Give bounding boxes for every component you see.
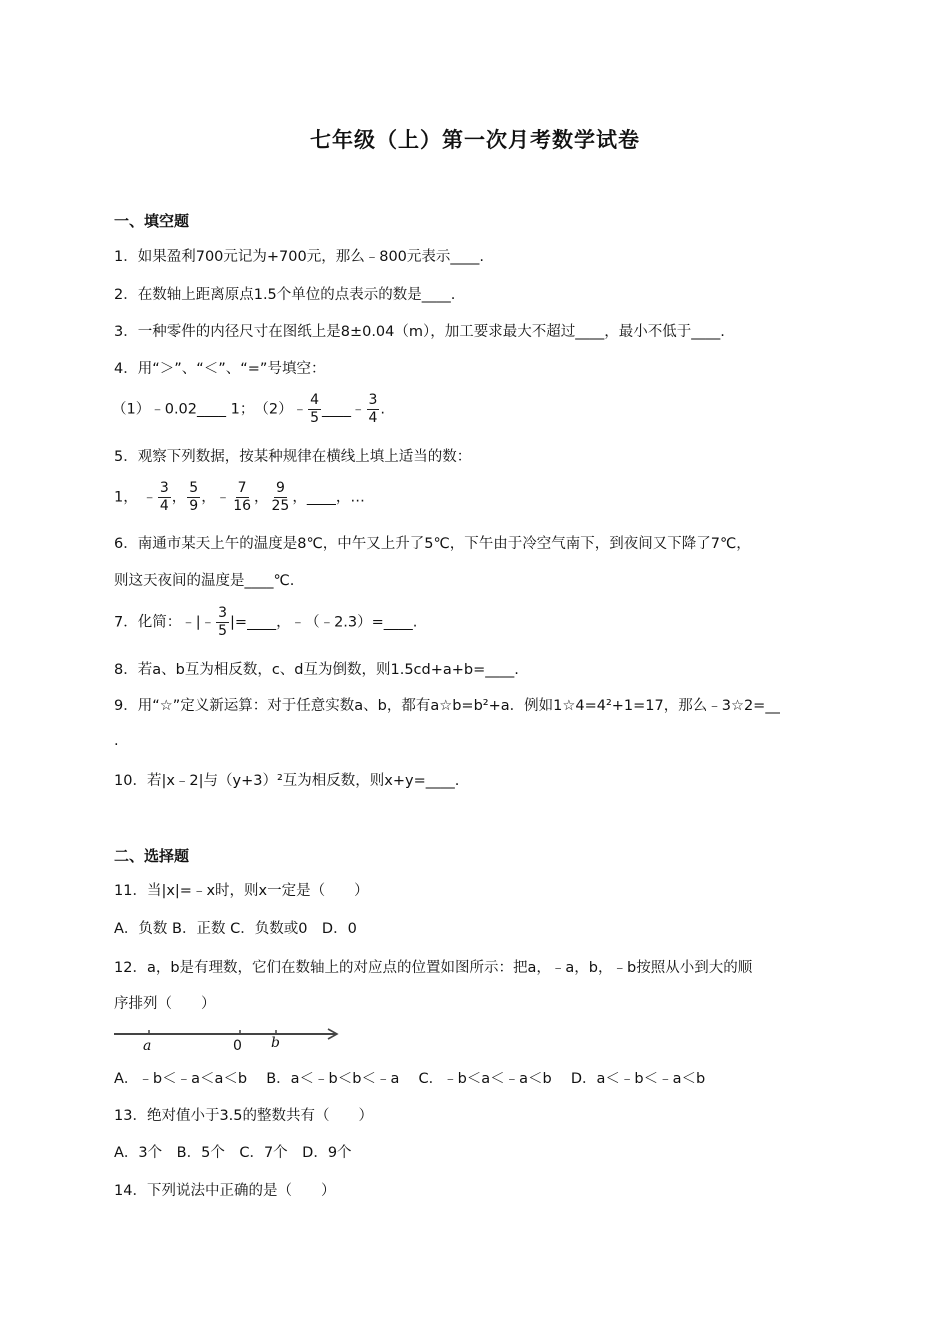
fraction-3-4: $\frac{3}{4}$ <box>368 392 378 426</box>
question-13-options: A．3个 B．5个 C．7个 D．9个 <box>114 1145 352 1161</box>
label-a: a <box>143 1038 152 1054</box>
question-10: 10．若|x﹣2|与（y+3）²互为相反数，则x+y=____. <box>114 773 460 789</box>
fraction-5-9-seq: $\frac{5}{9}$ <box>189 480 199 514</box>
question-5: 5．观察下列数据，按某种规律在横线上填上适当的数： <box>114 449 472 465</box>
question-14: 14．下列说法中正确的是（ ） <box>114 1183 336 1199</box>
question-13: 13．绝对值小于3.5的整数共有（ ） <box>114 1108 374 1124</box>
question-9-cont: . <box>114 733 119 749</box>
question-7: 7．化简：﹣|﹣ $\frac{3}{5}$ |=____，﹣（﹣2.3）=____. <box>114 605 418 639</box>
section-multiple-choice: 二、选择题 <box>114 847 190 865</box>
number-line-figure <box>114 1024 344 1058</box>
question-3: 3．一种零件的内径尺寸在图纸上是8±0.04（m），加工要求最大不超过____，最小不低于____. <box>114 324 725 340</box>
question-6: 6．南通市某天上午的温度是8℃，中午又上升了5℃，下午由于冷空气南下，到夜间又下降了7℃， <box>114 536 751 552</box>
question-12: 12．a，b是有理数，它们在数轴上的对应点的位置如图所示：把a，﹣a，b，﹣b按照从小到大的顺 <box>114 960 753 976</box>
page-title: 七年级（上）第一次月考数学试卷 <box>310 128 640 152</box>
label-zero: 0 <box>233 1038 242 1054</box>
fraction-3-4-seq: $\frac{3}{4}$ <box>159 480 169 514</box>
fraction-3-5: $\frac{3}{5}$ <box>218 605 228 639</box>
fraction-4-5: $\frac{4}{5}$ <box>310 392 319 426</box>
question-4: 4．用“＞”、“＜”、“=”号填空： <box>114 361 326 377</box>
section-fill-in: 一、填空题 <box>114 212 190 230</box>
question-2: 2．在数轴上距离原点1.5个单位的点表示的数是____. <box>114 287 456 303</box>
question-11: 11．当|x|=﹣x时，则x一定是（ ） <box>114 883 369 899</box>
question-11-options: A．负数 B．正数 C．负数或0 D．0 <box>114 921 357 937</box>
question-12-cont: 序排列（ ） <box>114 996 216 1012</box>
label-b: b <box>271 1035 280 1051</box>
question-1: 1．如果盈利700元记为+700元，那么﹣800元表示____. <box>114 249 485 265</box>
question-9: 9．用“☆”定义新运算：对于任意实数a、b，都有a☆b=b²+a．例如1☆4=4²+1=17，那么﹣3☆2=__ <box>114 698 780 714</box>
fraction-7-16-seq: $\frac{7}{16}$ <box>233 480 252 514</box>
question-8: 8．若a、b互为相反数，c、d互为倒数，则1.5cd+a+b=____. <box>114 662 519 678</box>
fraction-9-25-seq: $\frac{9}{25}$ <box>271 480 290 514</box>
question-4-parts: （1）﹣0.02____ 1； （2）﹣ $\frac{4}{5}$ ____﹣ $\frac{3}{4}$ . <box>112 392 386 426</box>
question-5-sequence: 1， ﹣ $\frac{3}{4}$ ， $\frac{5}{9}$ ，﹣ $\frac{7}{16}$ ， $\frac{9}{25}$ ，____，… <box>114 480 365 514</box>
question-12-options: A．﹣b＜﹣a＜a＜b B．a＜﹣b＜b＜﹣a C．﹣b＜a＜﹣a＜b D．a＜﹣b＜﹣a＜b <box>114 1071 706 1087</box>
question-6-cont: 则这天夜间的温度是____℃. <box>114 573 295 589</box>
